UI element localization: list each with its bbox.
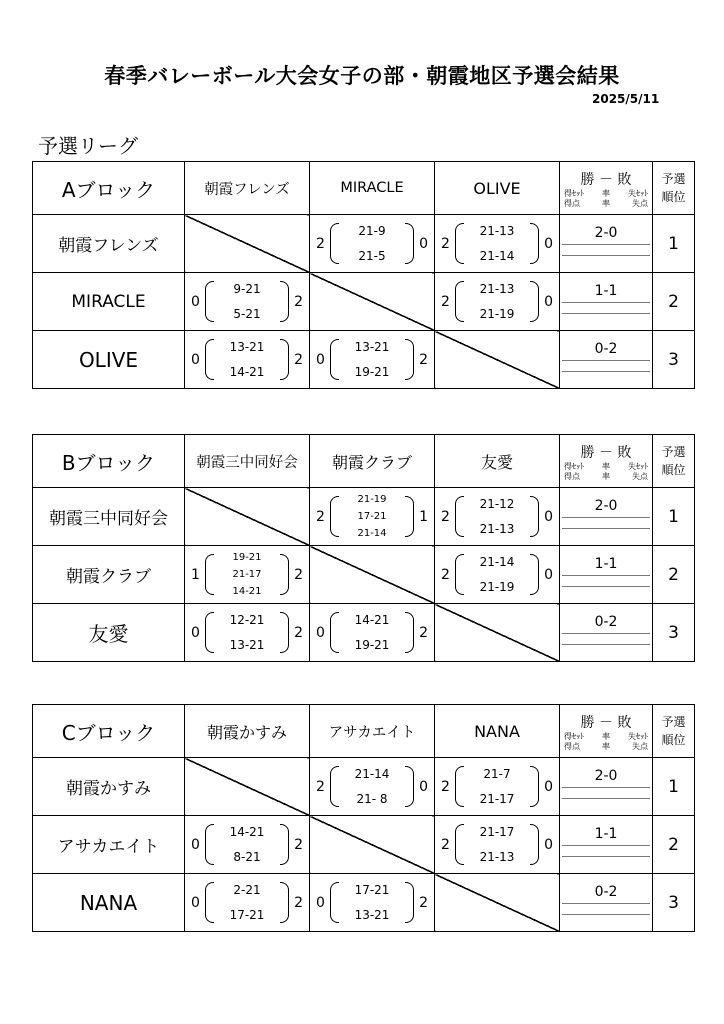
ratio-line xyxy=(562,914,650,925)
sets-won: 2 xyxy=(441,836,450,853)
sets-lost: 2 xyxy=(419,624,428,641)
table-row xyxy=(33,331,695,389)
row-team: 朝霞フレンズ xyxy=(33,215,185,273)
rank-header xyxy=(653,435,695,488)
rank-header-top: 予選 xyxy=(661,715,686,729)
set-score: 21-14 xyxy=(479,248,515,263)
set-score: 13-21 xyxy=(229,339,265,354)
set-score: 14-21 xyxy=(354,612,390,627)
match-result xyxy=(185,874,309,931)
set-score: 21-17 xyxy=(232,569,262,580)
set-score: 14-21 xyxy=(229,824,265,839)
win-loss-value: 1-1 xyxy=(594,282,618,299)
wl-sub xyxy=(560,462,652,472)
match-result xyxy=(310,331,434,388)
header-team: NANA xyxy=(435,705,560,758)
match-result xyxy=(310,874,434,931)
rank-header-bottom: 順位 xyxy=(661,463,686,477)
sets-won: 0 xyxy=(316,351,325,368)
rank-header-top: 予選 xyxy=(661,172,686,186)
match-cell xyxy=(310,604,435,662)
set-scores xyxy=(213,874,281,931)
set-score: 14-21 xyxy=(232,586,262,597)
match-result xyxy=(435,816,559,873)
set-score: 5-21 xyxy=(233,306,261,321)
wl-sub2 xyxy=(560,199,652,209)
win-loss-value: 1-1 xyxy=(594,825,618,842)
win-loss-value: 2-0 xyxy=(594,497,618,514)
set-scores xyxy=(338,604,406,661)
set-score: 21-13 xyxy=(479,223,515,238)
match-result xyxy=(435,546,559,603)
set-scores xyxy=(463,816,531,873)
wl-title: 勝 － 敗 xyxy=(580,172,632,188)
wl-sub-label: 得点 xyxy=(564,472,580,481)
wl-sub-label: 失点 xyxy=(632,742,648,751)
wl-sub-label: 得点 xyxy=(564,742,580,751)
win-loss xyxy=(560,874,653,932)
ratio-line xyxy=(562,644,650,655)
bracket-right xyxy=(530,766,539,807)
rank-value: 1 xyxy=(653,758,695,816)
sets-won: 0 xyxy=(191,351,200,368)
rank-value: 2 xyxy=(653,546,695,604)
sets-lost: 2 xyxy=(419,351,428,368)
bracket-right xyxy=(405,882,414,923)
match-cell xyxy=(185,604,310,662)
match-result xyxy=(185,816,309,873)
match-result xyxy=(435,758,559,815)
sets-lost: 0 xyxy=(544,235,553,252)
sets-won: 2 xyxy=(441,508,450,525)
win-loss xyxy=(560,758,653,816)
rank-value: 3 xyxy=(653,604,695,662)
sets-won: 0 xyxy=(316,624,325,641)
row-team: 朝霞クラブ xyxy=(33,546,185,604)
match-cell xyxy=(310,874,435,932)
sets-lost: 0 xyxy=(544,778,553,795)
wl-sub-label: 率 xyxy=(602,462,610,471)
date: 2025/5/11 xyxy=(592,92,660,106)
set-score: 21-7 xyxy=(483,766,511,781)
set-score: 21-13 xyxy=(479,281,515,296)
set-scores xyxy=(213,546,281,603)
match-cell xyxy=(185,816,310,874)
win-loss-value: 0-2 xyxy=(594,340,618,357)
sets-won: 2 xyxy=(441,235,450,252)
ratio-line xyxy=(562,517,650,528)
rank-header xyxy=(653,705,695,758)
match-cell xyxy=(310,488,435,546)
table-row xyxy=(33,488,695,546)
wl-sub xyxy=(560,732,652,742)
bracket-right xyxy=(280,554,289,595)
win-loss xyxy=(560,816,653,874)
wl-sub-label: 得ｾｯﾄ xyxy=(564,189,584,198)
ratio-line xyxy=(562,255,650,266)
sets-won: 2 xyxy=(441,293,450,310)
match-cell xyxy=(310,331,435,389)
sets-won: 0 xyxy=(191,836,200,853)
diagonal-cell xyxy=(310,273,435,331)
bracket-right xyxy=(280,612,289,653)
sets-won: 2 xyxy=(316,778,325,795)
match-result xyxy=(435,215,559,272)
bracket-right xyxy=(530,496,539,537)
bracket-right xyxy=(530,281,539,322)
block-name: Aブロック xyxy=(33,162,185,215)
ratio-line xyxy=(562,586,650,597)
match-cell xyxy=(435,215,560,273)
sets-won: 2 xyxy=(316,235,325,252)
match-cell xyxy=(185,331,310,389)
set-scores xyxy=(338,215,406,272)
wl-sub-label: 率 xyxy=(602,472,610,481)
diagonal-cell xyxy=(310,546,435,604)
sets-won: 1 xyxy=(191,566,200,583)
ratio-line xyxy=(562,856,650,867)
win-loss xyxy=(560,273,653,331)
bracket-right xyxy=(405,766,414,807)
set-score: 21-19 xyxy=(479,306,515,321)
wl-sub2 xyxy=(560,472,652,482)
bracket-right xyxy=(530,824,539,865)
set-score: 19-21 xyxy=(232,552,262,563)
ratio-line xyxy=(562,845,650,856)
league-table-3 xyxy=(32,704,695,932)
set-score: 21-19 xyxy=(357,494,387,505)
header-team: 朝霞三中同好会 xyxy=(185,435,310,488)
table-row xyxy=(33,215,695,273)
header-row xyxy=(33,435,695,488)
set-score: 21-14 xyxy=(357,528,387,539)
set-score: 21-19 xyxy=(479,579,515,594)
sets-lost: 0 xyxy=(419,778,428,795)
match-cell xyxy=(185,273,310,331)
sets-won: 0 xyxy=(316,894,325,911)
ratio-line xyxy=(562,360,650,371)
sets-lost: 0 xyxy=(544,293,553,310)
ratio-line xyxy=(562,244,650,255)
wl-header xyxy=(560,705,653,758)
league-table-1 xyxy=(32,161,695,389)
header-team: OLIVE xyxy=(435,162,560,215)
league-table-2 xyxy=(32,434,695,662)
sets-won: 2 xyxy=(441,566,450,583)
header-row xyxy=(33,162,695,215)
match-result xyxy=(310,488,434,545)
rank-value: 3 xyxy=(653,331,695,389)
set-score: 21-9 xyxy=(358,223,386,238)
ratio-line xyxy=(562,787,650,798)
match-cell xyxy=(310,215,435,273)
set-scores xyxy=(338,758,406,815)
wl-sub-label: 率 xyxy=(602,732,610,741)
block-name: Bブロック xyxy=(33,435,185,488)
bracket-right xyxy=(405,496,414,537)
set-scores xyxy=(213,331,281,388)
header-team: MIRACLE xyxy=(310,162,435,215)
set-scores xyxy=(463,488,531,545)
win-loss-value: 2-0 xyxy=(594,224,618,241)
bracket-right xyxy=(280,882,289,923)
set-scores xyxy=(213,604,281,661)
set-score: 21- 8 xyxy=(356,791,388,806)
set-score: 12-21 xyxy=(229,612,265,627)
row-team: 朝霞かすみ xyxy=(33,758,185,816)
set-score: 19-21 xyxy=(354,637,390,652)
sets-won: 0 xyxy=(191,293,200,310)
sets-lost: 0 xyxy=(544,566,553,583)
win-loss xyxy=(560,331,653,389)
win-loss xyxy=(560,546,653,604)
diagonal-cell xyxy=(310,816,435,874)
sets-won: 2 xyxy=(441,778,450,795)
table-row xyxy=(33,874,695,932)
ratio-line xyxy=(562,313,650,324)
match-cell xyxy=(435,816,560,874)
win-loss xyxy=(560,215,653,273)
set-score: 17-21 xyxy=(354,882,390,897)
diagonal-cell xyxy=(185,758,310,816)
table-row xyxy=(33,604,695,662)
wl-sub-label: 率 xyxy=(602,199,610,208)
set-scores xyxy=(338,331,406,388)
rank-value: 1 xyxy=(653,488,695,546)
sets-won: 0 xyxy=(191,894,200,911)
wl-sub-label: 率 xyxy=(602,189,610,198)
rank-value: 3 xyxy=(653,874,695,932)
bracket-right xyxy=(530,554,539,595)
bracket-right xyxy=(405,339,414,380)
wl-title: 勝 － 敗 xyxy=(580,445,632,461)
win-loss-value: 1-1 xyxy=(594,555,618,572)
sets-won: 0 xyxy=(191,624,200,641)
bracket-right xyxy=(405,612,414,653)
diagonal-cell xyxy=(185,488,310,546)
wl-sub2 xyxy=(560,742,652,752)
set-score: 2-21 xyxy=(233,882,261,897)
match-result xyxy=(310,215,434,272)
match-cell xyxy=(435,488,560,546)
sets-lost: 0 xyxy=(419,235,428,252)
set-score: 17-21 xyxy=(357,511,387,522)
sets-lost: 2 xyxy=(294,624,303,641)
row-team: MIRACLE xyxy=(33,273,185,331)
set-score: 13-21 xyxy=(229,637,265,652)
rank-header-bottom: 順位 xyxy=(661,733,686,747)
win-loss-value: 2-0 xyxy=(594,767,618,784)
ratio-line xyxy=(562,575,650,586)
table-row xyxy=(33,546,695,604)
match-result xyxy=(310,604,434,661)
ratio-line xyxy=(562,371,650,382)
sets-lost: 0 xyxy=(544,836,553,853)
set-score: 9-21 xyxy=(233,281,261,296)
wl-sub-label: 率 xyxy=(602,742,610,751)
win-loss-value: 0-2 xyxy=(594,883,618,900)
table-row xyxy=(33,816,695,874)
row-team: OLIVE xyxy=(33,331,185,389)
section-heading: 予選リーグ xyxy=(38,134,138,158)
set-score: 14-21 xyxy=(229,364,265,379)
header-team: 朝霞かすみ xyxy=(185,705,310,758)
bracket-right xyxy=(280,281,289,322)
wl-sub xyxy=(560,189,652,199)
diagonal-cell xyxy=(435,604,560,662)
wl-sub-label: 失ｾｯﾄ xyxy=(628,732,648,741)
diagonal-cell xyxy=(435,331,560,389)
win-loss xyxy=(560,604,653,662)
wl-sub-label: 失ｾｯﾄ xyxy=(628,189,648,198)
ratio-line xyxy=(562,798,650,809)
wl-header xyxy=(560,435,653,488)
bracket-right xyxy=(280,339,289,380)
header-team: 朝霞フレンズ xyxy=(185,162,310,215)
bracket-right xyxy=(280,824,289,865)
table-row xyxy=(33,758,695,816)
set-score: 13-21 xyxy=(354,907,390,922)
set-score: 21-5 xyxy=(358,248,386,263)
match-cell xyxy=(435,546,560,604)
set-scores xyxy=(213,816,281,873)
set-scores xyxy=(463,273,531,330)
set-score: 13-21 xyxy=(354,339,390,354)
wl-sub-label: 得ｾｯﾄ xyxy=(564,732,584,741)
sets-lost: 2 xyxy=(294,293,303,310)
set-score: 21-14 xyxy=(479,554,515,569)
match-result xyxy=(435,273,559,330)
sets-lost: 2 xyxy=(294,894,303,911)
set-scores xyxy=(338,488,406,545)
header-team: アサカエイト xyxy=(310,705,435,758)
win-loss-value: 0-2 xyxy=(594,613,618,630)
rank-header-bottom: 順位 xyxy=(661,190,686,204)
set-scores xyxy=(463,215,531,272)
match-cell xyxy=(185,546,310,604)
rank-header-top: 予選 xyxy=(661,445,686,459)
row-team: 友愛 xyxy=(33,604,185,662)
sets-lost: 2 xyxy=(294,836,303,853)
wl-header xyxy=(560,162,653,215)
ratio-line xyxy=(562,528,650,539)
bracket-right xyxy=(530,223,539,264)
sets-lost: 2 xyxy=(294,351,303,368)
header-team: 朝霞クラブ xyxy=(310,435,435,488)
sets-lost: 0 xyxy=(544,508,553,525)
match-result xyxy=(185,604,309,661)
ratio-line xyxy=(562,633,650,644)
rank-value: 1 xyxy=(653,215,695,273)
set-score: 8-21 xyxy=(233,849,261,864)
page-title: 春季バレーボール大会女子の部・朝霞地区予選会結果 xyxy=(104,64,620,88)
ratio-line xyxy=(562,903,650,914)
match-result xyxy=(435,488,559,545)
sets-won: 2 xyxy=(316,508,325,525)
set-score: 21-12 xyxy=(479,496,515,511)
set-score: 21-17 xyxy=(479,824,515,839)
bracket-right xyxy=(405,223,414,264)
wl-sub-label: 得点 xyxy=(564,199,580,208)
set-scores xyxy=(338,874,406,931)
match-result xyxy=(185,273,309,330)
diagonal-cell xyxy=(435,874,560,932)
set-score: 19-21 xyxy=(354,364,390,379)
set-score: 17-21 xyxy=(229,907,265,922)
match-result xyxy=(185,546,309,603)
row-team: 朝霞三中同好会 xyxy=(33,488,185,546)
match-cell xyxy=(435,273,560,331)
set-scores xyxy=(463,758,531,815)
match-cell xyxy=(435,758,560,816)
rank-value: 2 xyxy=(653,816,695,874)
rank-value: 2 xyxy=(653,273,695,331)
set-score: 21-14 xyxy=(354,766,390,781)
match-result xyxy=(185,331,309,388)
set-score: 21-17 xyxy=(479,791,515,806)
match-cell xyxy=(310,758,435,816)
win-loss xyxy=(560,488,653,546)
rank-header xyxy=(653,162,695,215)
header-team: 友愛 xyxy=(435,435,560,488)
set-score: 21-13 xyxy=(479,849,515,864)
header-row xyxy=(33,705,695,758)
row-team: アサカエイト xyxy=(33,816,185,874)
row-team: NANA xyxy=(33,874,185,932)
set-scores xyxy=(463,546,531,603)
wl-sub-label: 得ｾｯﾄ xyxy=(564,462,584,471)
sets-lost: 1 xyxy=(419,508,428,525)
match-cell xyxy=(185,874,310,932)
ratio-line xyxy=(562,302,650,313)
wl-sub-label: 失点 xyxy=(632,472,648,481)
set-score: 21-13 xyxy=(479,521,515,536)
block-name: Cブロック xyxy=(33,705,185,758)
diagonal-cell xyxy=(185,215,310,273)
sets-lost: 2 xyxy=(294,566,303,583)
wl-sub-label: 失点 xyxy=(632,199,648,208)
set-scores xyxy=(213,273,281,330)
wl-sub-label: 失ｾｯﾄ xyxy=(628,462,648,471)
table-row xyxy=(33,273,695,331)
sets-lost: 2 xyxy=(419,894,428,911)
match-result xyxy=(310,758,434,815)
wl-title: 勝 － 敗 xyxy=(580,715,632,731)
